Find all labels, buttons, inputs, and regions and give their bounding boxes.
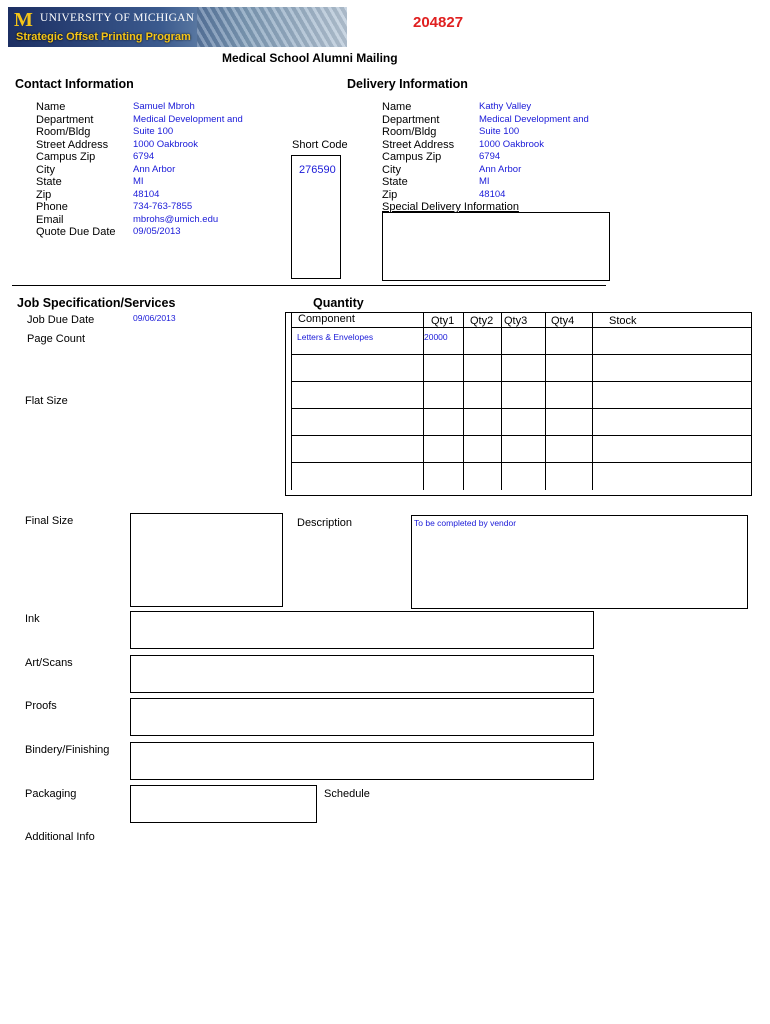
quantity-heading: Quantity bbox=[313, 296, 364, 310]
short-code-field[interactable] bbox=[291, 155, 341, 279]
delivery-label: Room/Bldg bbox=[382, 126, 437, 138]
delivery-values bbox=[479, 101, 639, 201]
contact-value: Suite 100 bbox=[133, 126, 174, 137]
contact-label: Quote Due Date bbox=[36, 226, 116, 238]
banner-decoration bbox=[197, 7, 347, 47]
delivery-value: MI bbox=[479, 176, 490, 187]
page-title: Medical School Alumni Mailing bbox=[222, 51, 398, 65]
grid-line bbox=[592, 313, 593, 490]
delivery-value: 6794 bbox=[479, 151, 501, 162]
contact-label: Room/Bldg bbox=[36, 126, 91, 138]
proofs-field[interactable] bbox=[130, 698, 594, 736]
grid-line bbox=[501, 313, 502, 490]
col-header-qty1: Qty1 bbox=[431, 315, 455, 327]
grid-line bbox=[463, 313, 464, 490]
grid-line bbox=[291, 462, 752, 463]
page-count-label: Page Count bbox=[27, 333, 86, 345]
ink-label: Ink bbox=[25, 613, 40, 625]
delivery-value: 1000 Oakbrook bbox=[479, 138, 544, 150]
job-number: 204827 bbox=[413, 14, 464, 31]
job-due-date-label: Job Due Date bbox=[27, 314, 95, 326]
contact-label: Campus Zip bbox=[36, 151, 96, 163]
delivery-label: Street Address bbox=[382, 138, 455, 151]
bindery-finishing-label: Bindery/Finishing bbox=[25, 744, 110, 756]
contact-value: 734-763-7855 bbox=[133, 201, 193, 212]
description-label: Description bbox=[297, 517, 353, 529]
delivery-heading: Delivery Information bbox=[347, 77, 468, 91]
contact-value: MI bbox=[133, 176, 144, 187]
flat-size-label: Flat Size bbox=[25, 395, 68, 407]
contact-value: mbrohs@umich.edu bbox=[133, 213, 219, 225]
block-m-logo: M bbox=[14, 9, 33, 31]
contact-value: Ann Arbor bbox=[133, 163, 176, 175]
contact-label: City bbox=[36, 163, 55, 176]
program-banner-logo bbox=[8, 7, 347, 47]
delivery-value: Ann Arbor bbox=[479, 163, 522, 175]
job-spec-heading: Job Specification/Services bbox=[17, 296, 176, 310]
contact-value: 48104 bbox=[133, 188, 160, 200]
delivery-value: Kathy Valley bbox=[479, 101, 532, 112]
contact-label: Name bbox=[36, 101, 66, 113]
job-due-date-value: 09/06/2013 bbox=[133, 313, 176, 323]
col-header-qty3: Qty3 bbox=[504, 315, 528, 327]
contact-heading: Contact Information bbox=[15, 77, 134, 91]
delivery-label: State bbox=[382, 176, 408, 188]
program-name: Strategic Offset Printing Program bbox=[16, 31, 191, 43]
delivery-label: Zip bbox=[382, 188, 398, 201]
contact-label: Zip bbox=[36, 188, 52, 201]
grid-line bbox=[291, 354, 752, 355]
delivery-label: Department bbox=[382, 113, 440, 126]
component-cell[interactable]: Letters & Envelopes bbox=[297, 332, 374, 342]
final-size-field[interactable] bbox=[130, 513, 283, 607]
delivery-label: City bbox=[382, 163, 401, 176]
contact-value: Medical Development and bbox=[133, 113, 243, 125]
delivery-labels bbox=[382, 101, 482, 201]
short-code-value: 276590 bbox=[299, 164, 336, 176]
col-header-stock: Stock bbox=[609, 315, 637, 327]
special-delivery-label: Special Delivery Information bbox=[382, 201, 519, 213]
col-header-qty4: Qty4 bbox=[551, 315, 575, 327]
delivery-label: Campus Zip bbox=[382, 151, 442, 163]
delivery-value: Medical Development and bbox=[479, 113, 589, 125]
ink-field[interactable] bbox=[130, 611, 594, 649]
col-header-component: Component bbox=[298, 313, 355, 325]
packaging-label: Packaging bbox=[25, 788, 77, 800]
additional-info-label: Additional Info bbox=[25, 831, 95, 843]
grid-line bbox=[291, 327, 752, 328]
art-scans-field[interactable] bbox=[130, 655, 594, 693]
contact-label: Phone bbox=[36, 201, 68, 213]
col-header-qty2: Qty2 bbox=[470, 315, 494, 327]
grid-line bbox=[291, 313, 292, 490]
contact-value: Samuel Mbroh bbox=[133, 101, 195, 112]
final-size-label: Final Size bbox=[25, 515, 74, 527]
packaging-field[interactable] bbox=[130, 785, 317, 823]
contact-label: Street Address bbox=[36, 138, 109, 151]
delivery-label: Name bbox=[382, 101, 412, 113]
delivery-value: 48104 bbox=[479, 188, 506, 200]
grid-line bbox=[291, 381, 752, 382]
art-scans-label: Art/Scans bbox=[25, 657, 73, 669]
contact-values bbox=[133, 101, 283, 239]
quantity-grid bbox=[291, 327, 752, 490]
contact-value: 09/05/2013 bbox=[133, 226, 181, 237]
contact-label: Department bbox=[36, 113, 94, 126]
grid-line bbox=[291, 408, 752, 409]
grid-line bbox=[545, 313, 546, 490]
section-divider bbox=[12, 285, 606, 286]
university-name: UNIVERSITY OF MICHIGAN bbox=[40, 12, 195, 24]
contact-label: Email bbox=[36, 213, 64, 226]
contact-labels bbox=[36, 101, 136, 239]
schedule-label: Schedule bbox=[324, 788, 370, 800]
description-value: To be completed by vendor bbox=[414, 518, 517, 528]
short-code-label: Short Code bbox=[292, 139, 348, 151]
proofs-label: Proofs bbox=[25, 700, 57, 712]
bindery-finishing-field[interactable] bbox=[130, 742, 594, 780]
delivery-value: Suite 100 bbox=[479, 126, 520, 137]
contact-value: 1000 Oakbrook bbox=[133, 138, 198, 150]
special-delivery-field[interactable] bbox=[382, 212, 610, 281]
qty1-cell[interactable]: 20000 bbox=[424, 332, 448, 342]
contact-value: 6794 bbox=[133, 151, 155, 162]
contact-label: State bbox=[36, 176, 62, 188]
description-field[interactable] bbox=[411, 515, 748, 609]
grid-line bbox=[291, 435, 752, 436]
